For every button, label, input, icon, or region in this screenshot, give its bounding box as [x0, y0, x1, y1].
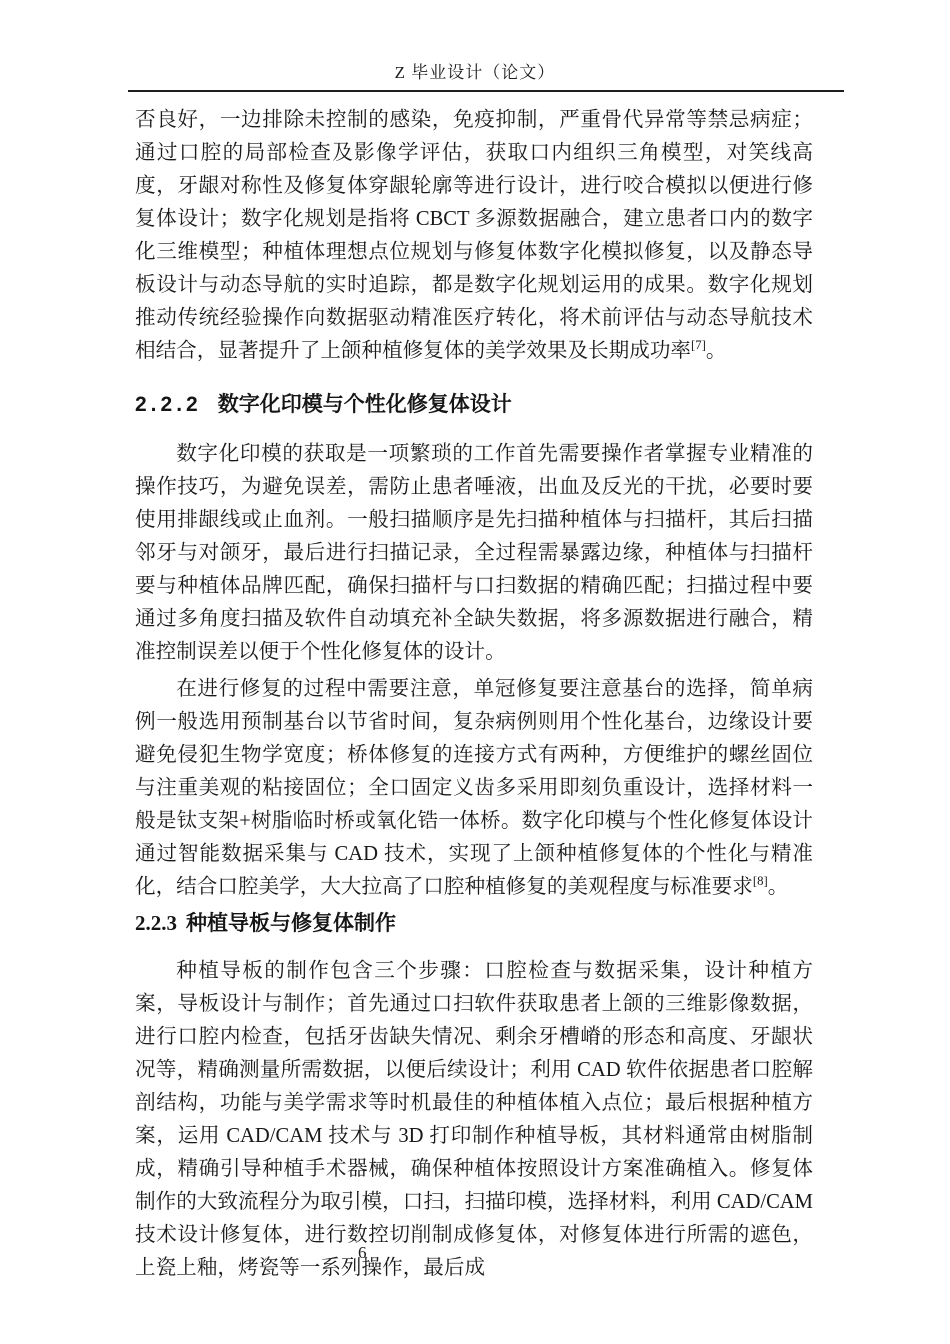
page-number: 6	[358, 1243, 367, 1262]
document-body	[135, 104, 813, 1285]
section-2-2-3-number: 2.2.3	[135, 911, 177, 935]
paragraph-3-period: 。	[767, 876, 789, 898]
section-2-2-2-title: 数字化印模与个性化修复体设计	[217, 393, 512, 416]
paragraph-3	[135, 673, 813, 904]
paragraph-3-text: 在进行修复的过程中需要注意，单冠修复要注意基台的选择，简单病例一般选用预制基台以节省时间，复杂病例则用个性化基台，边缘设计要避免侵犯生物学宽度；桥体修复的连接方式有两种，方便维护的螺丝固位与注重美观的粘接固位；全口固定义齿多采用即刻负重设计，选择材料一般是钛支架+树脂临时桥或氧化锆一体桥。数字化印模与个性化修复体设计通过智能数据采集与 CAD 技术，实现了上颌种植修复体的个性化与精准化，结合口腔美学，大大拉高了口腔种植修复的美观程度与标准要求	[135, 678, 813, 898]
paragraph-2-text: 数字化印模的获取是一项繁琐的工作首先需要操作者掌握专业精准的操作技巧，为避免误差，需防止患者唾液，出血及反光的干扰，必要时要使用排龈线或止血剂。一般扫描顺序是先扫描种植体与扫描杆，其后扫描邻牙与对颌牙，最后进行扫描记录，全过程需暴露边缘，种植体与扫描杆要与种植体品牌匹配，确保扫描杆与口扫数据的精确匹配；扫描过程中要通过多角度扫描及软件自动填充补全缺失数据，将多源数据进行融合，精准控制误差以便于个性化修复体的设计。	[135, 443, 813, 663]
paragraph-2	[135, 438, 813, 669]
page-header-title: Z 毕业设计（论文）	[394, 63, 556, 82]
section-2-2-2-number: 2.2.2	[135, 393, 202, 416]
section-2-2-3-title: 种植导板与修复体制作	[186, 912, 396, 935]
paragraph-1	[135, 104, 813, 368]
paragraph-4	[135, 955, 813, 1285]
citation-ref-7: [7]	[691, 338, 706, 353]
citation-ref-8: [8]	[752, 874, 768, 889]
section-heading-2-2-3	[135, 906, 813, 941]
paragraph-4-text: 种植导板的制作包含三个步骤：口腔检查与数据采集，设计种植方案，导板设计与制作；首先通过口扫软件获取患者上颌的三维影像数据，进行口腔内检查，包括牙齿缺失情况、剩余牙槽嵴的形态和高度、牙龈状况等，精确测量所需数据，以便后续设计；利用 CAD 软件依据患者口腔解剖结构，功能与美学需求等时机最佳的种植体植入点位；最后根据种植方案，运用 CAD/CAM 技术与 3D 打印制作种植导板，其材料通常由树脂制成，精确引导种植手术器械，确保种植体按照设计方案准确植入。修复体制作的大致流程分为取引模，口扫，扫描印模，选择材料，利用 CAD/CAM 技术设计修复体，进行数控切削制成修复体，对修复体进行所需的遮色，上瓷上釉，烤瓷等一系列操作，最后成	[135, 960, 813, 1279]
section-heading-2-2-2	[135, 388, 813, 422]
header-rule	[128, 90, 844, 92]
paragraph-1-period: 。	[705, 340, 727, 362]
paragraph-1-text: 否良好，一边排除未控制的感染，免疫抑制，严重骨代异常等禁忌病症；通过口腔的局部检查及影像学评估，获取口内组织三角模型，对笑线高度，牙龈对称性及修复体穿龈轮廓等进行设计，进行咬合模拟以便进行修复体设计；数字化规划是指将 CBCT 多源数据融合，建立患者口内的数字化三维模型；种植体理想点位规划与修复体数字化模拟修复，以及静态导板设计与动态导航的实时追踪，都是数字化规划运用的成果。数字化规划推动传统经验操作向数据驱动精准医疗转化，将术前评估与动态导航技术相结合，显著提升了上颌种植修复体的美学效果及长期成功率	[135, 109, 813, 362]
